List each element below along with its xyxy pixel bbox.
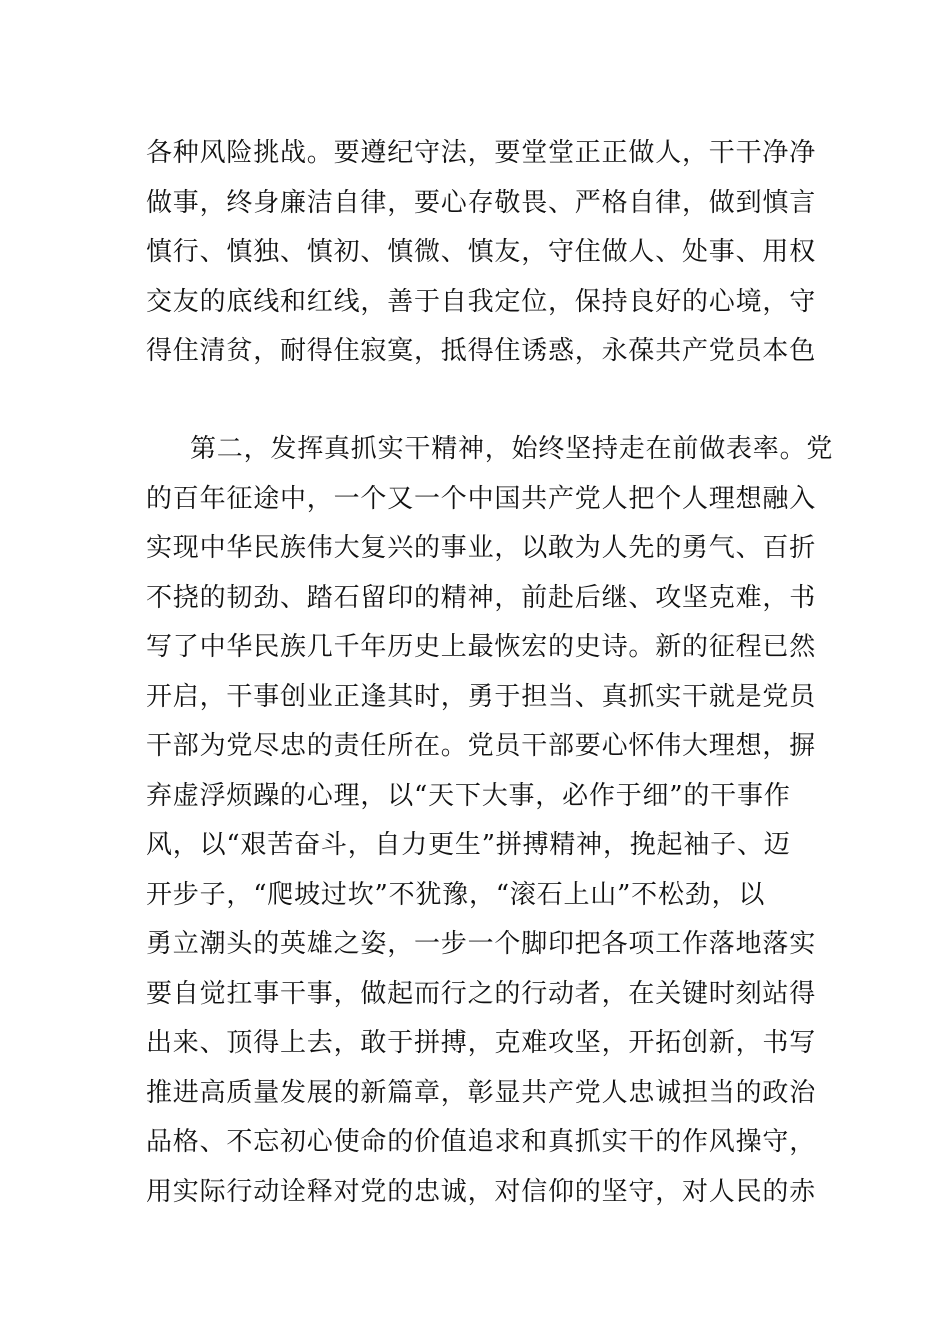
text-line: 交友的底线和红线，善于自我定位，保持良好的心境，守 (146, 286, 817, 317)
text-line: 实现中华民族伟大复兴的事业，以敢为人先的勇气、百折 (146, 533, 817, 563)
text-line: 出来、顶得上去，敢于拼搏，克难攻坚，开拓创新，书写 (146, 1028, 817, 1058)
text-line: 要自觉扛事干事，做起而行之的行动者，在关键时刻站得 (146, 978, 817, 1009)
text-line: 品格、不忘初心使命的价值追求和真抓实干的作风操守， (146, 1127, 817, 1157)
paragraph-integrity (146, 129, 816, 377)
text-line: 干部为党尽忠的责任所在。党员干部要心怀伟大理想，摒 (146, 731, 817, 761)
text-line: 开步子，“爬坡过坎”不犹豫，“滚石上山”不松劲，以 (146, 879, 766, 910)
text-line: 慎行、慎独、慎初、慎微、慎友，守住做人、处事、用权 (146, 237, 817, 267)
text-line: 写了中华民族几千年历史上最恢宏的史诗。新的征程已然 (146, 632, 817, 662)
paragraph-second-point (146, 425, 834, 1217)
text-line: 用实际行动诠释对党的忠诚，对信仰的坚守，对人民的赤 (146, 1176, 817, 1207)
text-line: 做事，终身廉洁自律，要心存敬畏、严格自律，做到慎言 (146, 187, 817, 218)
text-line: 不挠的韧劲、踏石留印的精神，前赴后继、攻坚克难，书 (146, 582, 817, 613)
text-line: 得住清贫，耐得住寂寞，抵得住诱惑，永葆共产党员本色 (146, 336, 817, 366)
text-line: 弃虚浮烦躁的心理，以“天下大事，必作于细”的干事作 (146, 780, 791, 811)
text-line: 的百年征途中，一个又一个中国共产党人把个人理想融入 (146, 483, 817, 514)
text-line: 推进高质量发展的新篇章，彰显共产党人忠诚担当的政治 (146, 1077, 817, 1108)
text-line-first: 第二，发挥真抓实干精神，始终坚持走在前做表率。党 (190, 434, 834, 464)
text-line: 开启，干事创业正逢其时，勇于担当、真抓实干就是党员 (146, 681, 817, 712)
text-line: 各种风险挑战。要遵纪守法，要堂堂正正做人，干干净净 (146, 138, 817, 168)
text-line: 勇立潮头的英雄之姿，一步一个脚印把各项工作落地落实 (146, 929, 817, 959)
text-line: 风，以“艰苦奋斗，自力更生”拼搏精神，挽起袖子、迈 (146, 830, 791, 860)
